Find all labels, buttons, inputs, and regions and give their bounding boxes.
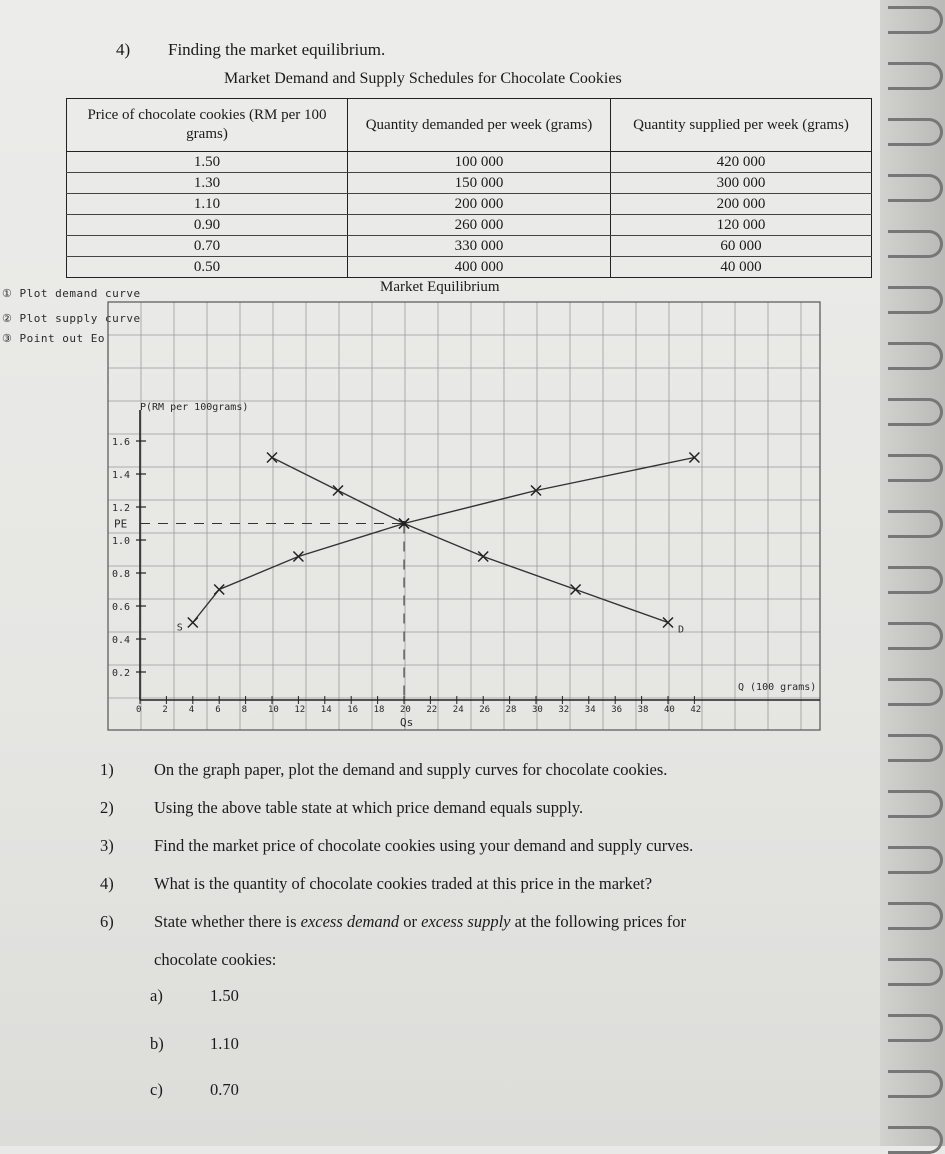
demand-column-header: Quantity demanded per week (grams) [348, 99, 611, 152]
question-6-number: 6) [100, 912, 114, 931]
spiral-ring [888, 958, 943, 986]
supply-column-header: Quantity supplied per week (grams) [611, 99, 872, 152]
price-cell: 1.30 [67, 173, 348, 194]
question-3 [100, 836, 693, 856]
equilibrium-point [402, 521, 407, 526]
demand-curve-point [478, 552, 488, 562]
demand-curve-point [571, 585, 581, 595]
x-tick-label: 16 [347, 705, 359, 715]
note-plot-supply: ② Plot supply curve [2, 312, 141, 325]
question-6-emphasis-2: excess supply [421, 912, 511, 931]
supply-curve-point [689, 453, 699, 463]
x-tick-label: 10 [268, 705, 279, 715]
x-tick-label: 20 [400, 705, 411, 715]
y-tick-label: 0.2 [112, 668, 131, 679]
spiral-ring [888, 902, 943, 930]
x-tick-label: 6 [215, 705, 221, 715]
supply-cell: 420 000 [611, 152, 872, 173]
supply-curve-point [531, 486, 541, 496]
x-tick-label: 18 [373, 705, 385, 715]
x-tick-label: 24 [452, 705, 464, 715]
price-option-b-value: 1.10 [210, 1034, 239, 1053]
price-cell: 0.70 [67, 236, 348, 257]
supply-cell: 60 000 [611, 236, 872, 257]
supply-cell: 200 000 [611, 194, 872, 215]
supply-cell: 300 000 [611, 173, 872, 194]
y-tick-label: 0.8 [112, 569, 131, 580]
x-tick-label: 14 [320, 705, 332, 715]
demand-curve-point [663, 618, 673, 628]
x-tick-label: 4 [188, 705, 195, 715]
x-tick-label: 2 [162, 705, 168, 715]
graph-caption: Market Equilibrium [380, 279, 500, 295]
demand-cell: 150 000 [348, 173, 611, 194]
spiral-ring [888, 1070, 943, 1098]
supply-curve-point [188, 618, 198, 628]
question-4-text: What is the quantity of chocolate cookies traded at this price in the market? [154, 874, 653, 893]
question-6-text-a: State whether there is [154, 912, 301, 931]
demand-cell: 200 000 [348, 194, 611, 215]
pe-label: PE [114, 517, 128, 531]
question-6-text-c: at the following prices for [510, 912, 686, 931]
question-6-continued: chocolate cookies: [154, 950, 277, 969]
supply-label: S [176, 622, 183, 634]
demand-curve-point [333, 486, 343, 496]
price-cell: 1.10 [67, 194, 348, 215]
question-1 [100, 760, 667, 780]
supply-cell: 120 000 [611, 215, 872, 236]
x-axis-label: Q (100 grams) [738, 682, 817, 693]
x-tick-label: 34 [584, 705, 596, 715]
graph-grid [108, 302, 820, 730]
price-option-c [150, 1080, 239, 1100]
price-option-c-label: c) [150, 1080, 163, 1099]
demand-cell: 400 000 [348, 257, 611, 278]
note-plot-demand: ① Plot demand curve [2, 287, 141, 300]
price-option-c-value: 0.70 [210, 1080, 239, 1099]
supply-curve-point [214, 585, 224, 595]
x-tick-label: 26 [479, 705, 491, 715]
demand-cell: 260 000 [348, 215, 611, 236]
price-option-b-label: b) [150, 1034, 164, 1053]
demand-label: D [678, 624, 685, 636]
price-option-a [150, 986, 239, 1006]
question-2-number: 2) [100, 798, 114, 817]
x-tick-label: 8 [241, 705, 248, 715]
x-tick-label: 22 [426, 705, 438, 715]
x-tick-label: 42 [690, 705, 702, 715]
y-tick-label: 1.2 [112, 503, 131, 514]
question-3-text: Find the market price of chocolate cookies using your demand and supply curves. [154, 836, 694, 855]
question-title: Finding the market equilibrium. [168, 40, 386, 59]
supply-curve-point [293, 552, 303, 562]
x-tick-label: 38 [637, 705, 649, 715]
question-6-emphasis-1: excess demand [300, 912, 400, 931]
question-3-number: 3) [100, 836, 114, 855]
note-point-out: ③ Point out Eo [2, 332, 105, 345]
spiral-ring [888, 1014, 943, 1042]
x-tick-label: 12 [294, 705, 306, 715]
question-1-number: 1) [100, 760, 114, 779]
x-tick-label: 40 [664, 705, 675, 715]
question-6 [100, 912, 686, 932]
x-tick-label: 30 [532, 705, 543, 715]
spiral-ring [888, 790, 943, 818]
price-cell: 0.90 [67, 215, 348, 236]
y-tick-label: 1.0 [112, 536, 131, 547]
y-tick-label: 0.6 [112, 602, 131, 613]
x-tick-label: 0 [136, 705, 142, 715]
price-option-a-value: 1.50 [210, 986, 239, 1005]
spiral-ring [888, 1126, 943, 1154]
supply-cell: 40 000 [611, 257, 872, 278]
price-column-header: Price of chocolate cookies (RM per 100 grams) [67, 99, 348, 152]
question-number: 4) [116, 40, 131, 59]
price-option-a-label: a) [150, 986, 163, 1005]
table-caption: Market Demand and Supply Schedules for Chocolate Cookies [224, 70, 622, 87]
demand-cell: 330 000 [348, 236, 611, 257]
question-2 [100, 798, 583, 818]
question-6-text-b: or [399, 912, 422, 931]
y-tick-label: 0.4 [112, 635, 131, 646]
x-tick-label: 28 [505, 705, 517, 715]
graph-axes [136, 410, 820, 704]
qs-label: Qs [400, 716, 414, 729]
y-tick-label: 1.6 [112, 437, 131, 448]
price-option-b [150, 1034, 239, 1054]
x-tick-label: 36 [611, 705, 623, 715]
spiral-ring [888, 846, 943, 874]
question-4-number: 4) [100, 874, 114, 893]
price-cell: 0.50 [67, 257, 348, 278]
demand-curve-line [272, 458, 668, 623]
graph-labels [112, 402, 816, 729]
demand-curve-point [267, 453, 277, 463]
price-cell: 1.50 [67, 152, 348, 173]
y-tick-label: 1.4 [112, 470, 131, 481]
y-axis-label: P(RM per 100grams) [140, 402, 249, 413]
question-1-text: On the graph paper, plot the demand and supply curves for chocolate cookies. [154, 760, 668, 779]
grid-border [108, 302, 820, 730]
demand-cell: 100 000 [348, 152, 611, 173]
question-2-text: Using the above table state at which price demand equals supply. [154, 798, 584, 817]
x-tick-label: 32 [558, 705, 570, 715]
question-4 [100, 874, 652, 894]
graph-curves [140, 453, 699, 701]
